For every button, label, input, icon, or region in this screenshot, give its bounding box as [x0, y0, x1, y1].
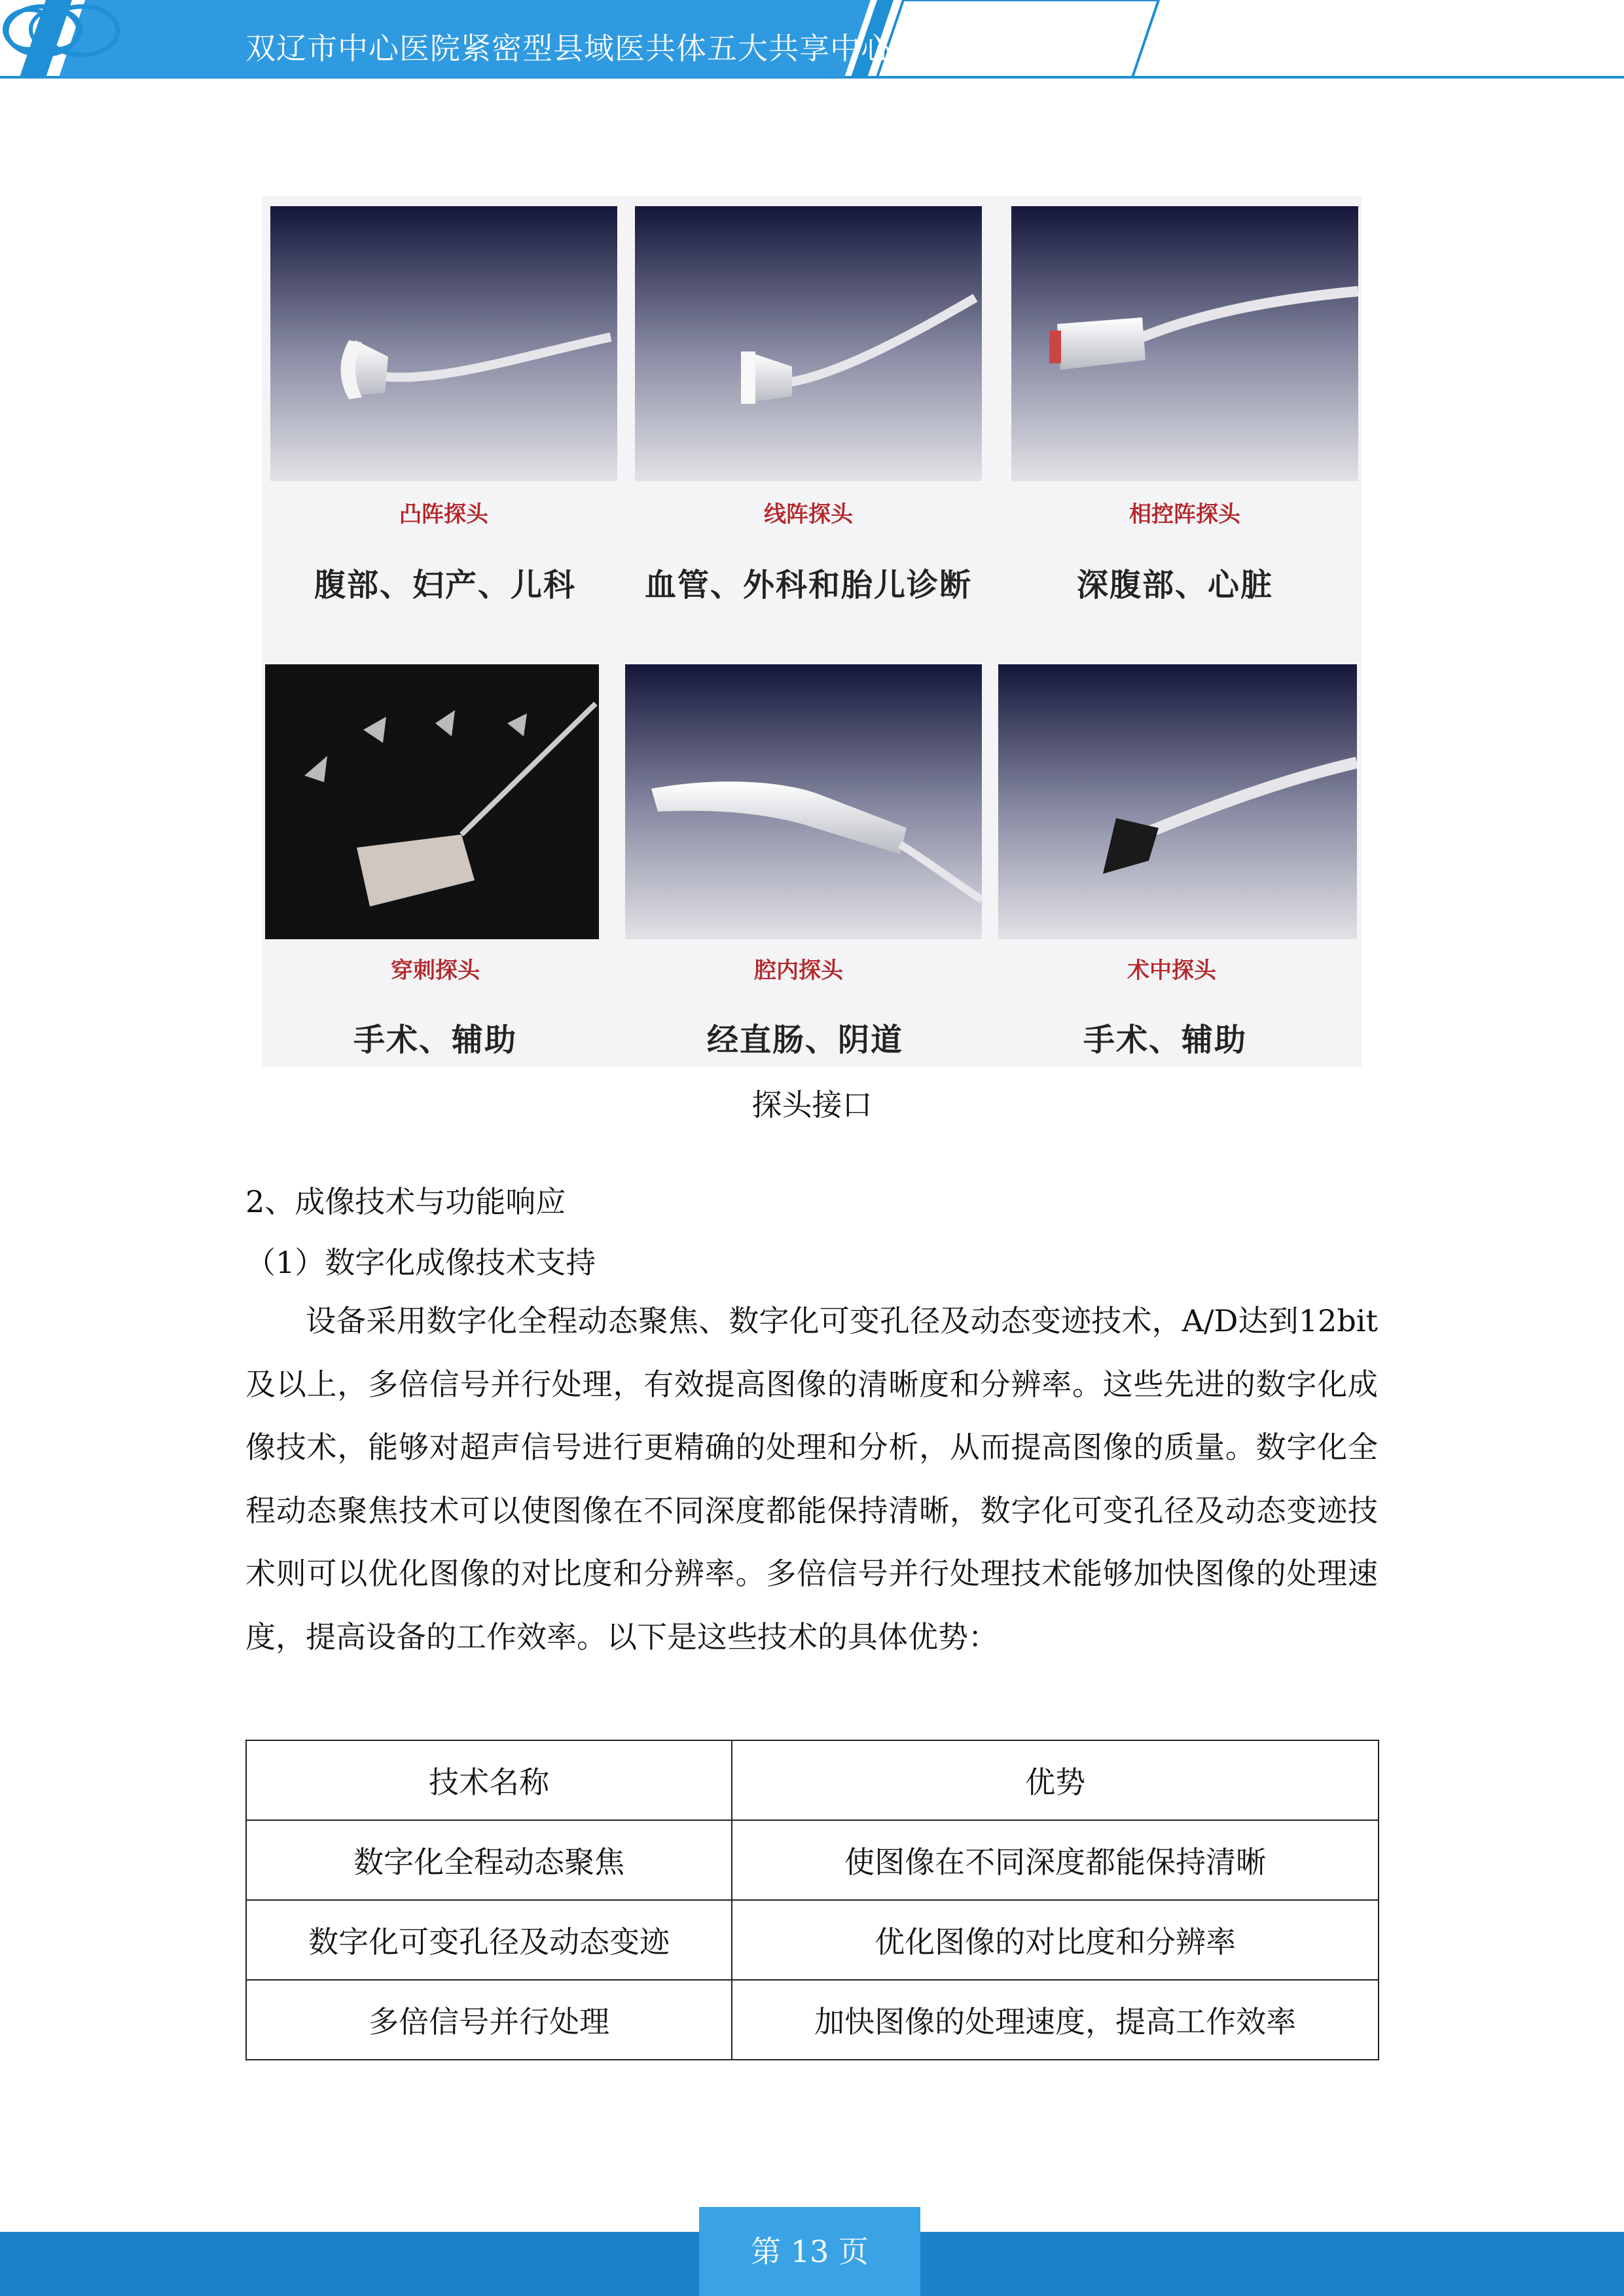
probe-image-phased [1011, 206, 1358, 481]
table-row [246, 1980, 1379, 2060]
page-number: 第 13 页 [699, 2207, 920, 2296]
probe-image-linear [635, 206, 982, 481]
probe-image-intraoperative [998, 664, 1357, 939]
probe-title: 术中探头 [1127, 958, 1216, 984]
table-header-row [246, 1740, 1379, 1820]
table-row [246, 1900, 1379, 1980]
table-cell: 数字化全程动态聚焦 [246, 1820, 732, 1900]
table-cell: 数字化可变孔径及动态变迹 [246, 1900, 732, 1980]
body-paragraph: 设备采用数字化全程动态聚焦、数字化可变孔径及动态变迹技术，A/D达到12bit及以上，多倍信号并行处理，有效提高图像的清晰度和分辨率。这些先进的数字化成像技术，能够对超声信号进行更精确的处理和分析，从而提高图像的质量。数字化全程动态聚焦技术可以使图像在不同深度都能保持清晰，数字化可变孔径及动态变迹技术则可以优化图像的对比度和分辨率。多倍信号并行处理技术能够加快图像的处理速度，提高设备的工作效率。以下是这些技术的具体优势： [245, 1303, 1378, 1655]
probe-title: 相控阵探头 [1129, 501, 1240, 528]
probe-title: 穿刺探头 [391, 958, 480, 984]
probe-description: 手术、辅助 [353, 1022, 517, 1058]
probe-description: 经直肠、阴道 [706, 1022, 903, 1058]
technology-table [245, 1740, 1379, 2060]
probe-description: 手术、辅助 [1083, 1022, 1247, 1058]
table-row [246, 1820, 1379, 1900]
page-header [0, 0, 1624, 85]
probe-title: 线阵探头 [764, 501, 853, 528]
section-heading: 2、成像技术与功能响应 [245, 1184, 566, 1219]
figure-caption: 探头接口 [751, 1087, 873, 1122]
probe-image-endocavity [625, 664, 982, 939]
probe-image-convex [270, 206, 617, 481]
probe-title: 腔内探头 [754, 958, 843, 984]
probe-description: 腹部、妇产、儿科 [314, 567, 576, 603]
hospital-logo-icon [0, 0, 124, 62]
table-cell: 使图像在不同深度都能保持清晰 [732, 1820, 1379, 1900]
probe-image-puncture [265, 664, 599, 939]
probe-figure [262, 196, 1362, 1067]
probe-title: 凸阵探头 [399, 501, 488, 528]
probe-description: 深腹部、心脏 [1076, 567, 1273, 603]
header-title: 双辽市中心医院紧密型县域医共体五大共享中心建设项目 [245, 31, 1015, 66]
table-cell: 加快图像的处理速度，提高工作效率 [732, 1980, 1379, 2060]
table-cell: 优化图像的对比度和分辨率 [732, 1900, 1379, 1980]
column-header: 优势 [732, 1740, 1379, 1820]
column-header: 技术名称 [246, 1740, 732, 1820]
probe-description: 血管、外科和胎儿诊断 [644, 567, 972, 603]
subsection-heading: （1）数字化成像技术支持 [245, 1245, 596, 1280]
table-cell: 多倍信号并行处理 [246, 1980, 732, 2060]
